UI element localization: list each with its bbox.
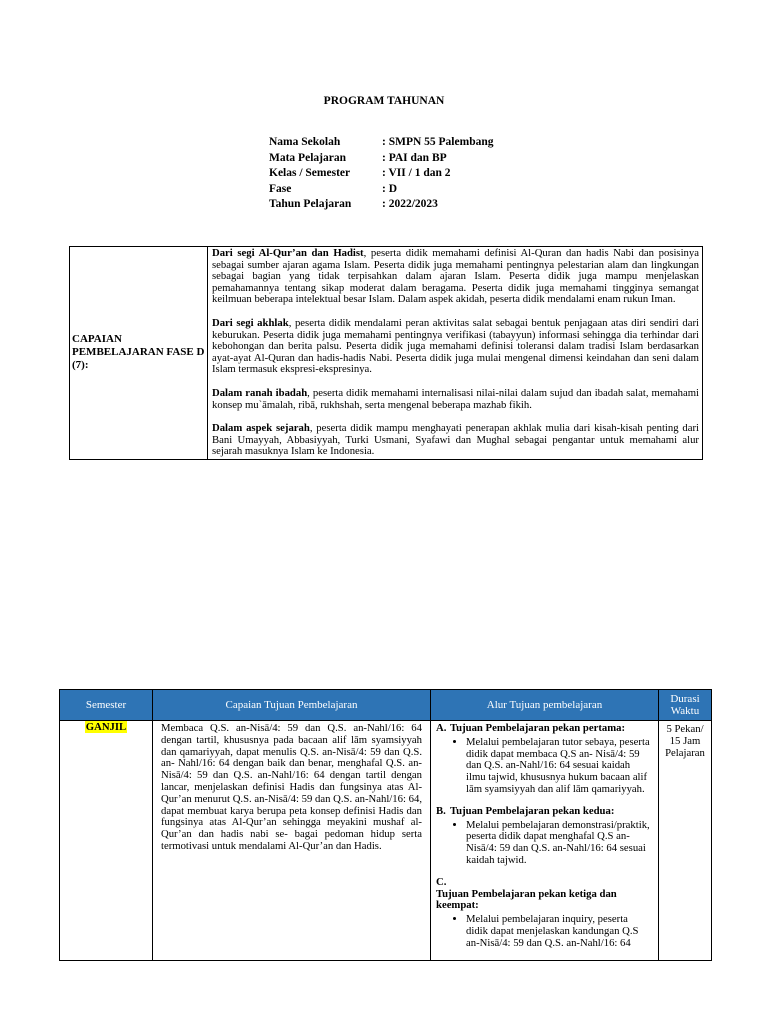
info-label: Nama Sekolah — [269, 136, 341, 148]
alur-heading — [436, 806, 652, 818]
info-row — [269, 152, 493, 168]
capaian-paragraph — [212, 318, 699, 376]
capaian-content — [208, 247, 703, 460]
info-label: Tahun Pelajaran — [269, 198, 352, 210]
paragraph-text: , peserta didik mendalami peran aktivitas salat sebagai bentuk penjagaan atas diri sendiri dari keburukan. Peserta didik juga memahami pentingnya verifikasi (tabayyun) informasi sehingga dia terhindar dari kebohongan dan berita palsu. Peserta didik juga memahami definisi toleransi dalam tradisi Islam berdasarkan ayat-ayat Al-Quran dan hadis-hadis Nabi. Peserta didik juga mulai mengenal dimensi keindahan dan seni dalam Islam termasuk ekspresi-ekspresinya. — [212, 316, 699, 376]
paragraph-heading: Dalam ranah ibadah — [212, 386, 308, 399]
info-label: Mata Pelajaran — [269, 151, 346, 164]
alur-heading-text: Tujuan Pembelajaran pekan pertama: — [450, 722, 626, 734]
paragraph-text: , peserta didik memahami internalisasi nilai-nilai dalam sujud dan ibadah salat, memahami konsep mu`āmalah, ribā, rukhshah, serta mengenal beberapa mazhab fikih. — [212, 386, 699, 411]
alur-letter: B. — [436, 804, 446, 817]
header-alur: Alur Tujuan pembelajaran — [431, 690, 659, 721]
info-value: : PAI dan BP — [382, 151, 447, 164]
info-value: : 2022/2023 — [382, 198, 438, 210]
alur-cell — [431, 721, 659, 961]
info-label: Fase — [269, 182, 292, 195]
paragraph-heading: Dalam aspek sejarah — [212, 422, 310, 435]
info-row — [269, 198, 493, 214]
capaian-table — [69, 246, 703, 460]
alur-heading — [436, 723, 652, 735]
alur-letter: C. — [436, 875, 447, 888]
list-item: • Melalui pembelajaran demonstrasi/praktik, peserta didik dapat menghafal Q.S an-Nisā/4: 59 dan Q.S. an-Nahl/16: 64 sesuai kaidah tajwid. — [466, 820, 652, 867]
capaian-paragraph — [212, 423, 699, 458]
paragraph-heading: Dari segi akhlak — [212, 316, 289, 329]
info-row — [269, 183, 493, 199]
alur-list — [436, 737, 652, 796]
info-value: : SMPN 55 Palembang — [382, 136, 494, 148]
page-title: PROGRAM TAHUNAN — [323, 95, 445, 107]
alur-letter: A. — [436, 722, 447, 734]
info-value: : D — [382, 182, 398, 195]
header-capaian: Capaian Tujuan Pembelajaran — [153, 690, 431, 721]
alur-heading — [436, 877, 652, 912]
table-row — [60, 721, 712, 961]
alur-heading-text: Tujuan Pembelajaran pekan kedua: — [450, 804, 615, 817]
table-header-row — [60, 690, 712, 721]
capaian-paragraph — [212, 248, 699, 306]
alur-heading-text: Tujuan Pembelajaran pekan ketiga dan keempat: — [436, 887, 617, 912]
capaian-label: CAPAIAN PEMBELAJARAN FASE D (7): — [70, 247, 208, 460]
alur-list — [436, 914, 652, 949]
alur-list — [436, 820, 652, 867]
semester-value: GANJIL — [85, 721, 127, 733]
school-info — [269, 136, 493, 214]
capaian-paragraph — [212, 388, 699, 411]
paragraph-text: , peserta didik mampu menghayati penerapan akhlak mulia dari kisah-kisah penting dari Bani Umayyah, Abbasiyyah, Turki Usmani, Syafawi dan Mughal sebagai pengantar untuk memahami alur sejarah masuknya Islam ke Indonesia. — [212, 422, 699, 458]
semester-cell — [60, 721, 153, 961]
info-value: : VII / 1 dan 2 — [382, 167, 451, 179]
list-item: • Melalui pembelajaran inquiry, peserta didik dapat menjelaskan kandungan Q.S an-Nisā/4: 59 dan Q.S. an-Nahl/16: 64 — [466, 914, 652, 949]
program-table — [59, 689, 712, 961]
info-row — [269, 136, 493, 152]
info-row — [269, 167, 493, 183]
header-durasi: Durasi Waktu — [659, 690, 712, 721]
header-semester: Semester — [60, 690, 153, 721]
paragraph-heading: Dari segi Al-Qur’an dan Hadist — [212, 247, 364, 259]
paragraph-text: , peserta didik memahami definisi Al-Quran dan hadis Nabi dan posisinya sebagai sumber ajaran agama Islam. Peserta didik juga memahami pentingnya pelestarian alam dan lingkungan sebagai bagian yang tidak terpisahkan dalam ajaran Islam. Peserta didik juga mampu menjelaskan pemahamannya tentang sikap moderat dalam beragama. Peserta didik juga memahami tingginya semangat keilmuan beberapa intelektual besar Islam. Dalam aspek akidah, peserta didik mendalami enam rukun Iman. — [212, 247, 699, 306]
list-item: • Melalui pembelajaran tutor sebaya, peserta didik dapat membaca Q.S an- Nisā/4: 59 dan Q.S. an-Nahl/16: 64 sesuai kaidah ilmu tajwid, khususnya hukum bacaan alif lām syamsiyyah dan alif lām qamariyyah. — [466, 737, 652, 796]
info-label: Kelas / Semester — [269, 167, 351, 179]
durasi-cell: 5 Pekan/ 15 Jam Pelajaran — [659, 721, 712, 961]
capaian-tujuan-cell: Membaca Q.S. an-Nisā/4: 59 dan Q.S. an-Nahl/16: 64 dengan tartil, khususnya pada bacaan alif lām syamsiyyah dan qamariyyah, dapat menulis Q.S. an-Nisā/4: 59 dan Q.S. an- Nahl/16: 64 dengan baik dan benar, menghafal Q.S. an-Nisā/4: 59 dan Q.S. an-Nahl/16: 64 dengan tartil dengan lancar, menjelaskan definisi Hadis dan fungsinya atas Al-Qur’an menurut Q.S. an-Nisā/4: 59 dan Q.S. an-Nahl/16: 64, dapat membuat karya berupa peta konsep definisi Hadis dan fungsinya atas Al-Qur’an sehingga meyakini mushaf al-Qur’an dan hadis nabi se- bagai pedoman hidup serta termotivasi untuk mendalami Al-Qur’an dan Hadis. — [153, 721, 431, 961]
